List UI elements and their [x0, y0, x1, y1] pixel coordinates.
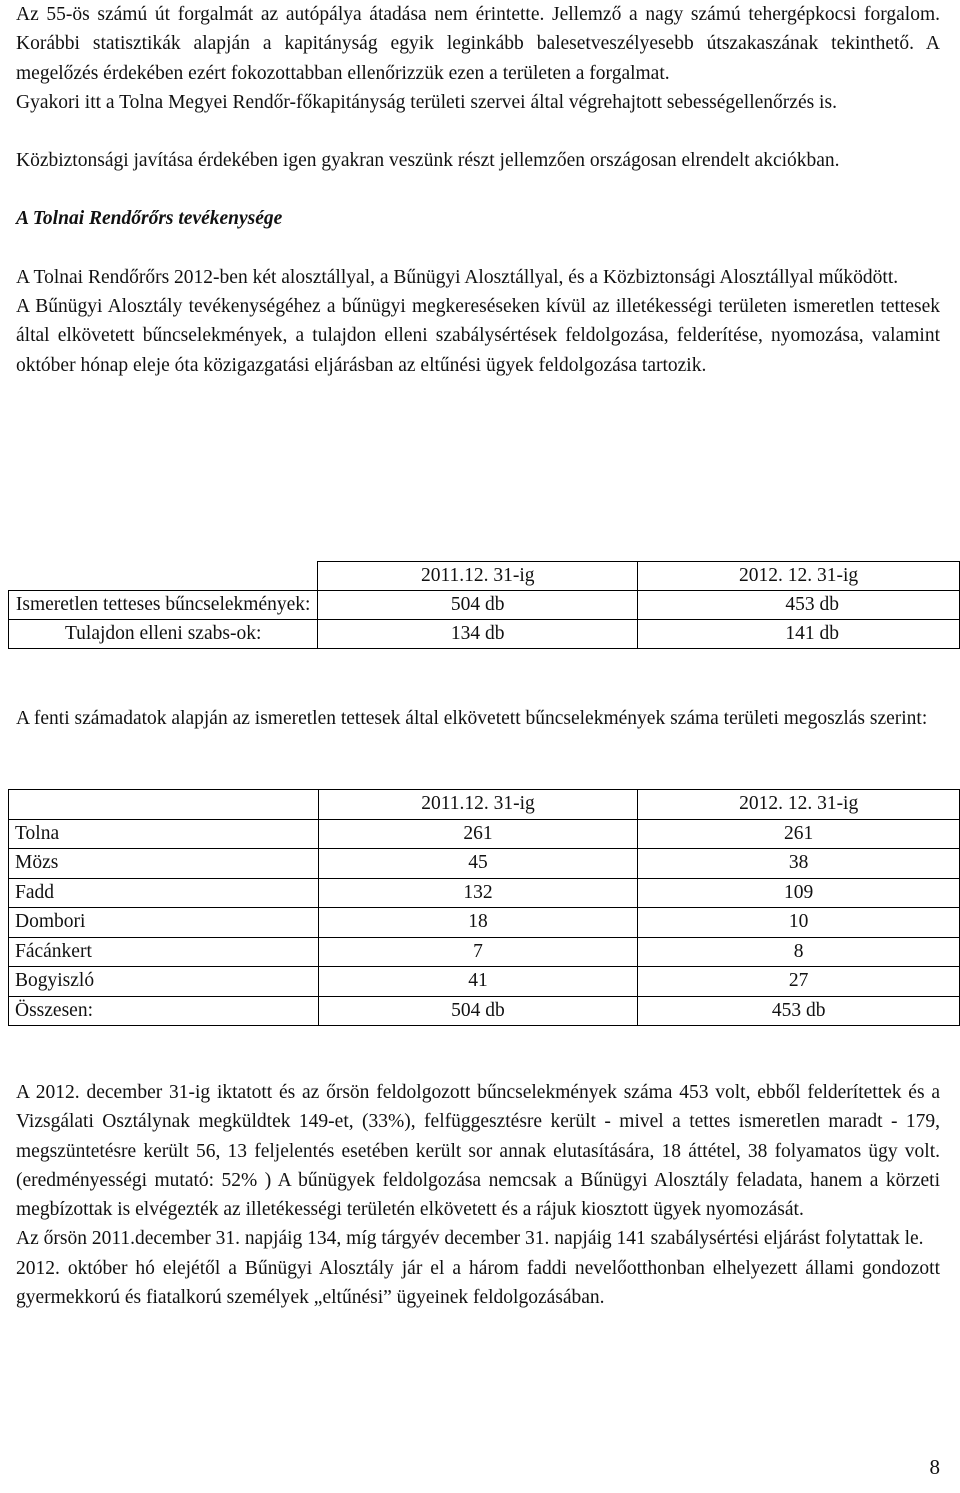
- row-label: Bogyiszló: [9, 967, 319, 997]
- table-row: [9, 849, 960, 879]
- cell-value: 504 db: [318, 591, 638, 620]
- column-header: 2012. 12. 31-ig: [638, 562, 960, 591]
- cell-value: 10: [638, 908, 960, 938]
- table-row: [9, 937, 960, 967]
- row-label: Fácánkert: [9, 937, 319, 967]
- cell-value: 132: [318, 878, 638, 908]
- table-row: [9, 591, 960, 620]
- cell-value: 109: [638, 878, 960, 908]
- cell-value: 134 db: [318, 620, 638, 649]
- cell-value: 141 db: [638, 620, 960, 649]
- cell-value: 7: [318, 937, 638, 967]
- table-row: [9, 908, 960, 938]
- cell-value: 504 db: [318, 996, 638, 1026]
- paragraph: 2012. október hó elejétől a Bűnügyi Alosztály jár el a három faddi nevelőotthonban elhelyezett állami gondozott gyermekkorú és fiatalkorú személyek „eltűnési” ügyeinek feldolgozásában.: [16, 1257, 940, 1309]
- paragraph: A Tolnai Rendőrőrs 2012-ben két alosztállyal, a Bűnügyi Alosztállyal, és a Közbiztonsági Alosztállyal működött.: [16, 266, 899, 288]
- paragraph: Közbiztonsági javítása érdekében igen gyakran veszünk részt jellemzően országosan elrendelt akciókban.: [16, 150, 840, 172]
- row-label: Összesen:: [9, 996, 319, 1026]
- table-header-row: [9, 790, 960, 820]
- row-label: Tulajdon elleni szabs-ok:: [9, 620, 318, 649]
- cell-value: 45: [318, 849, 638, 879]
- row-label: Tolna: [9, 819, 319, 849]
- table-row: [9, 967, 960, 997]
- row-label: Ismeretlen tetteses bűncselekmények:: [9, 591, 318, 620]
- table-row: [9, 620, 960, 649]
- table-row: [9, 819, 960, 849]
- distribution-table: [8, 789, 960, 1026]
- cell-value: 453 db: [638, 996, 960, 1026]
- bottom-block: [16, 1078, 940, 1312]
- cell-value: 38: [638, 849, 960, 879]
- paragraph: A Bűnügyi Alosztály tevékenységéhez a bűnügyi megkereséseken kívül az illetékességi területen ismeretlen tettesek által elkövetett bűncselekmények, a tulajdon elleni szabálysértések feldolgozása, felderítése, nyomozása, valamint október hónap eleje óta közigazgatási eljárásban az eltűnési ügyek feldolgozása tartozik.: [16, 296, 940, 376]
- paragraph: A fenti számadatok alapján az ismeretlen tettesek által elkövetett bűncselekmények száma területi megoszlás szerint:: [16, 708, 928, 729]
- statistics-table: [8, 561, 960, 649]
- row-label: Fadd: [9, 878, 319, 908]
- column-header: 2011.12. 31-ig: [318, 562, 638, 591]
- cell-value: 8: [638, 937, 960, 967]
- row-label: Dombori: [9, 908, 319, 938]
- cell-value: 18: [318, 908, 638, 938]
- table-header-row: [9, 562, 960, 591]
- cell-value: 453 db: [638, 591, 960, 620]
- top-block: [16, 0, 940, 380]
- cell-value: 41: [318, 967, 638, 997]
- cell-value: 261: [638, 819, 960, 849]
- page-number: 8: [929, 1455, 940, 1479]
- paragraph: Gyakori itt a Tolna Megyei Rendőr-főkapitányság területi szervei által végrehajtott sebességellenőrzés is.: [16, 91, 837, 113]
- cell-value: 261: [318, 819, 638, 849]
- paragraph: Az őrsön 2011.december 31. napjáig 134, míg tárgyév december 31. napjáig 141 szabálysértési eljárást folytattak le.: [16, 1228, 924, 1250]
- column-header: 2012. 12. 31-ig: [638, 790, 960, 820]
- column-header: 2011.12. 31-ig: [318, 790, 638, 820]
- table-row: [9, 878, 960, 908]
- table-row: [9, 996, 960, 1026]
- paragraph: Az 55-ös számú út forgalmát az autópálya átadása nem érintette. Jellemző a nagy számú tehergépkocsi forgalom. Korábbi statisztikák alapján a kapitányság egyik leginkább balesetveszélyesebb útszakaszának tekinthető. A megelőzés érdekében ezért fokozottabban ellenőrizzük ezen a területen a forgalmat.: [16, 4, 940, 84]
- row-label: Mözs: [9, 849, 319, 879]
- section-heading: A Tolnai Rendőrőrs tevékenysége: [16, 208, 283, 230]
- cell-value: 27: [638, 967, 960, 997]
- paragraph: A 2012. december 31-ig iktatott és az őrsön feldolgozott bűncselekmények száma 453 volt, ebből felderítettek és a Vizsgálati Osztálynak megküldtek 149-et, (33%), felfüggesztésre került - mivel a tettes ismeretlen maradt - 179, megszüntetésre került 56, 13 feljelentés esetében került sor annak elutasítására, 18 áttétel, 38 folyamatos ügy volt. (eredményességi mutató: 52% ) A bűnügyek feldolgozása nemcsak a Bűnügyi Alosztály feladata, hanem a körzeti megbízottak is elvégezték az illetékességi területén elkövetett és a rájuk kiosztott ügyek nyomozását.: [16, 1082, 940, 1221]
